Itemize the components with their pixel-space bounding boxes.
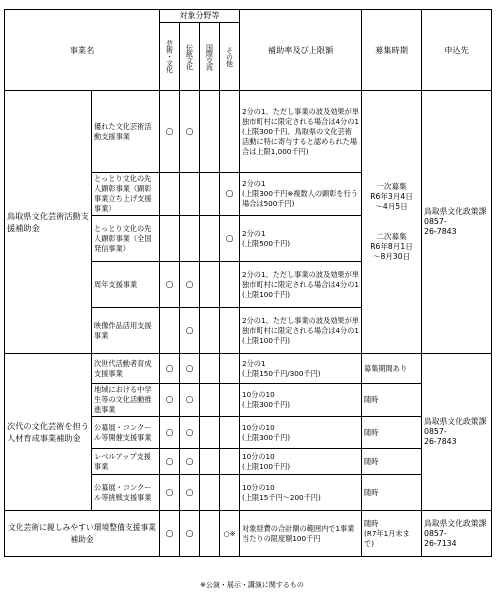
s2-sub: 公募展・コンクール等挑戦支援事業 [92, 475, 160, 511]
s2-sub: 地域における中学生等の文化活動推進事業 [92, 384, 160, 417]
s2-rate: 10分の10 (上限100千円) [240, 449, 362, 475]
mark: ○ [180, 417, 200, 449]
mark: ○ [180, 384, 200, 417]
s2-sub: 次世代活動者育成支援事業 [92, 354, 160, 384]
s3-period: 随時 (R7年1月末まで) [362, 511, 422, 557]
s2-period: 随時 [362, 449, 422, 475]
s3-contact: 鳥取県文化政策課 0857- 26-7134 [422, 511, 492, 557]
s2-period: 随時 [362, 417, 422, 449]
mark [200, 449, 220, 475]
s2-period: 募集期間あり [362, 354, 422, 384]
s1-period: 一次募集 R6年3月4日 ～4月5日 二次募集 R6年8月1日 ～8月30日 [362, 91, 422, 354]
mark [160, 308, 180, 354]
mark: ○ [160, 475, 180, 511]
mark [220, 354, 240, 384]
s1-sub: とっとり文化の先人顕彰事業（全国発信事業） [92, 216, 160, 262]
footnote: ※公演・展示・講演に関するもの [200, 581, 304, 589]
mark: ○ [220, 173, 240, 216]
mark [180, 173, 200, 216]
header-period: 募集時期 [362, 10, 422, 91]
mark [200, 475, 220, 511]
mark: ○ [160, 449, 180, 475]
mark: ○ [160, 511, 180, 557]
s2-rate: 10分の10 (上限300千円) [240, 384, 362, 417]
table-row [5, 91, 492, 173]
s1-rate: 2分の1 (上限500千円) [240, 216, 362, 262]
header-rate: 補助率及び上限額 [240, 10, 362, 91]
mark: ○ [160, 417, 180, 449]
mark [200, 308, 220, 354]
mark: ○※ [220, 511, 240, 557]
mark [200, 417, 220, 449]
mark [220, 262, 240, 308]
s1-rate: 2分の1 (上限300千円※複数人の顕彰を行う場合は500千円) [240, 173, 362, 216]
mark [200, 216, 220, 262]
mark: ○ [160, 91, 180, 173]
mark: ○ [160, 262, 180, 308]
table-row [5, 354, 492, 384]
mark [200, 91, 220, 173]
header-field-tradition: 伝統文化 [180, 23, 200, 91]
mark [200, 262, 220, 308]
header-name: 事業名 [5, 10, 160, 91]
mark [180, 216, 200, 262]
subsidy-table [4, 9, 492, 557]
header-field-international: 国際交流 [200, 23, 220, 91]
mark [200, 354, 220, 384]
s1-name: 鳥取県文化芸術活動支援補助金 [5, 91, 92, 354]
mark [200, 384, 220, 417]
header-contact: 申込先 [422, 10, 492, 91]
s1-rate: 2分の1、ただし事業の波及効果が単独市町村に限定される場合は4分の1 (上限100千円) [240, 262, 362, 308]
mark [220, 384, 240, 417]
mark: ○ [180, 511, 200, 557]
mark: ○ [160, 354, 180, 384]
table-row [5, 511, 492, 557]
mark [220, 308, 240, 354]
s1-contact: 鳥取県文化政策課 0857- 26-7843 [422, 91, 492, 354]
s1-sub: 映像作品活用支援事業 [92, 308, 160, 354]
mark [220, 449, 240, 475]
mark [220, 91, 240, 173]
header-field-other: その他 [220, 23, 240, 91]
s2-contact: 鳥取県文化政策課 0857- 26-7843 [422, 354, 492, 511]
s2-sub: 公募展・コンクール等開催支援事業 [92, 417, 160, 449]
s1-sub: 周年支援事業 [92, 262, 160, 308]
s1-sub: とっとり文化の先人顕彰事業（顕彰事業立ち上げ支援事業） [92, 173, 160, 216]
mark [200, 511, 220, 557]
s1-rate: 2分の1、ただし事業の波及効果が単独市町村に限定される場合は4分の1 (上限300千円、鳥取県の文化芸術活動に特に寄与すると認められた場合は上限1,000千円) [240, 91, 362, 173]
s2-rate: 10分の10 (上限15千円～200千円) [240, 475, 362, 511]
s2-period: 随時 [362, 475, 422, 511]
s2-rate: 10分の10 (上限300千円) [240, 417, 362, 449]
mark [220, 475, 240, 511]
mark: ○ [180, 91, 200, 173]
header-field-arts: 芸術・文化 [160, 23, 180, 91]
s1-rate: 2分の1、ただし事業の波及効果が単独市町村に限定される場合は4分の1 (上限100千円) [240, 308, 362, 354]
s2-name: 次代の文化芸術を担う人材育成事業補助金 [5, 354, 92, 511]
mark: ○ [180, 449, 200, 475]
s2-rate: 2分の1 (上限150千円/300千円) [240, 354, 362, 384]
mark [160, 173, 180, 216]
mark: ○ [180, 308, 200, 354]
s1-sub: 優れた文化芸術活動支援事業 [92, 91, 160, 173]
mark: ○ [220, 216, 240, 262]
mark: ○ [160, 384, 180, 417]
s3-rate: 対象経費の合計額の範囲内で1事業当たりの限度額100千円 [240, 511, 362, 557]
header-fields-group: 対象分野等 [160, 10, 240, 23]
mark: ○ [180, 475, 200, 511]
s3-name: 文化芸術に親しみやすい環境整備支援事業補助金 [5, 511, 160, 557]
mark: ○ [180, 262, 200, 308]
mark [220, 417, 240, 449]
s2-sub: レベルアップ支援事業 [92, 449, 160, 475]
mark [200, 173, 220, 216]
mark: ○ [180, 354, 200, 384]
s2-period: 随時 [362, 384, 422, 417]
mark [160, 216, 180, 262]
